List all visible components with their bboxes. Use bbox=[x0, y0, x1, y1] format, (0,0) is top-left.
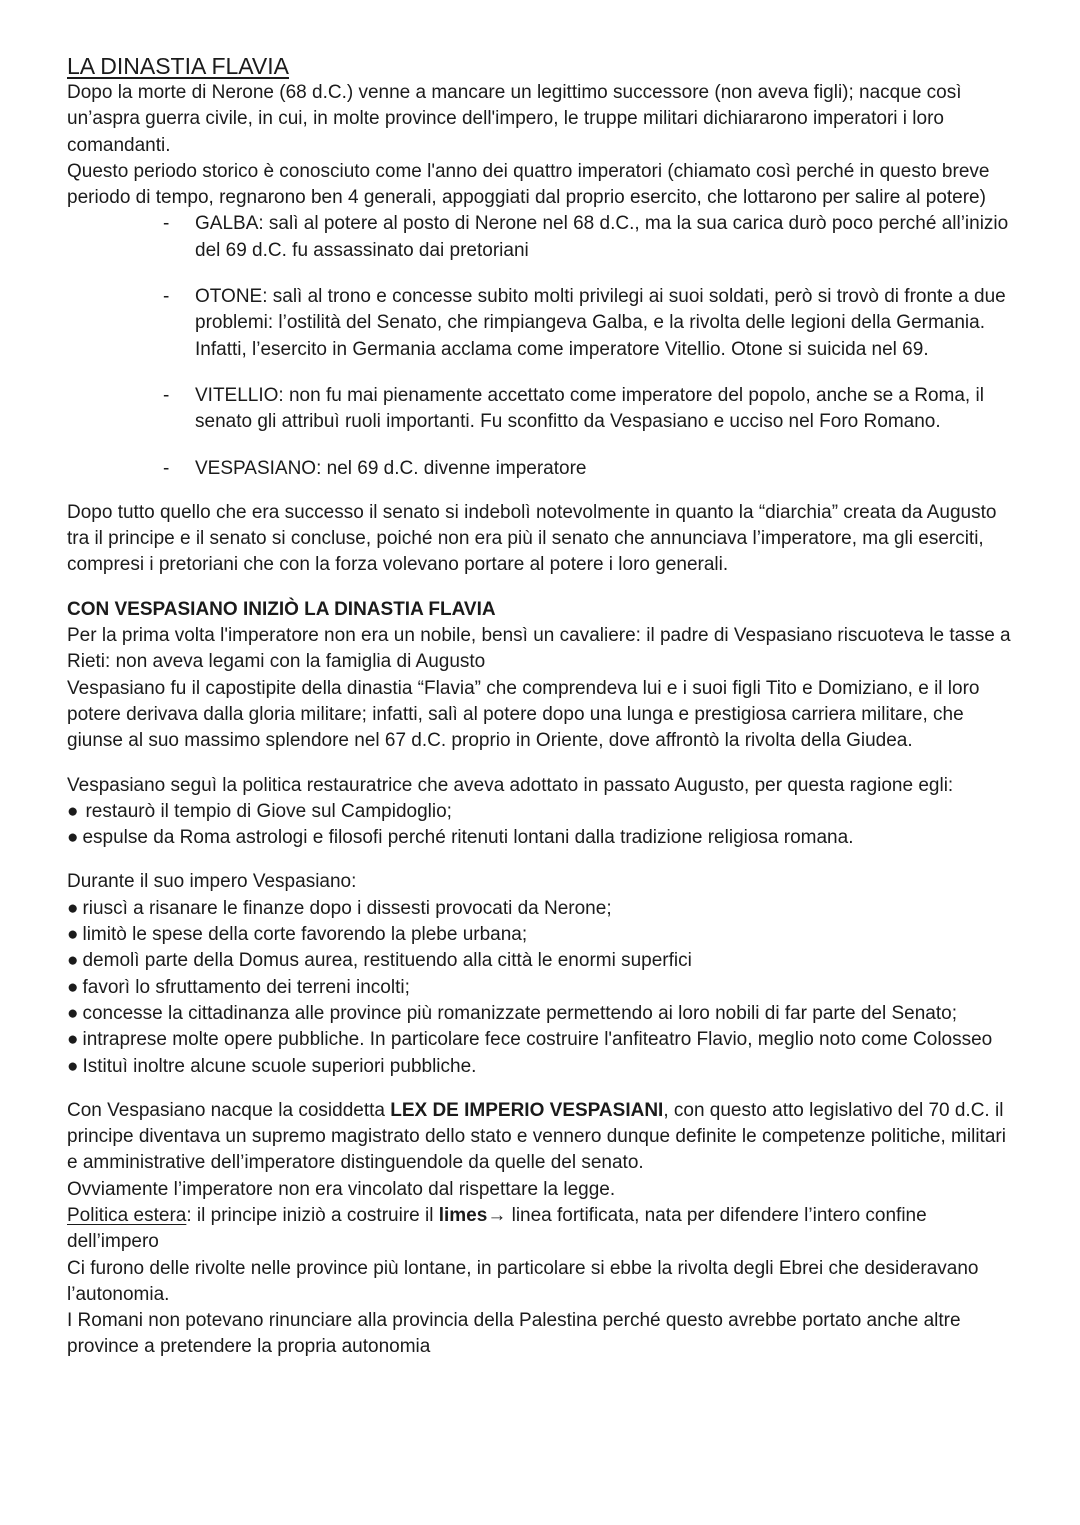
bullet-icon: ● bbox=[67, 800, 79, 822]
limes-term: limes bbox=[438, 1204, 488, 1226]
closing-paragraph: Ci furono delle rivolte nelle province più lontane, in particolare si ebbe la rivolta degli Ebrei che desideravano l’autonomia. bbox=[67, 1257, 979, 1305]
dash-marker: - bbox=[163, 286, 170, 308]
bullet-icon: ● bbox=[67, 924, 79, 946]
list-item-text: intraprese molte opere pubbliche. In particolare fece costruire l'anfiteatro Flavio, meglio noto come Colosseo bbox=[82, 1029, 993, 1051]
bullet-icon: ● bbox=[67, 897, 79, 919]
list-item-text: GALBA: salì al potere al posto di Nerone nel 68 d.C., ma la sua carica durò poco perché all’inizio del 69 d.C. fu assassinato dai pretoriani bbox=[195, 213, 1009, 261]
lex-paragraph bbox=[67, 1098, 1017, 1177]
list-item bbox=[67, 922, 1017, 948]
after-emperors-paragraph: Dopo tutto quello che era successo il senato si indebolì notevolmente in quanto la “diarchia” creata da Augusto tra il principe e il senato si concluse, poiché non era più il senato che annunciava l’imperatore, ma gli eserciti, compresi i pretoriani che con la forza volevano portare al potere i loro generali. bbox=[67, 501, 997, 576]
spacer bbox=[67, 579, 1017, 597]
section-paragraph: Per la prima volta l'imperatore non era un nobile, bensì un cavaliere: il padre di Vespasiano riscuoteva le tasse a Rieti: non aveva legami con la famiglia di Augusto bbox=[67, 625, 1011, 673]
intro-paragraph: Questo periodo storico è conosciuto come l'anno dei quattro imperatori (chiamato così perché in questo breve periodo di tempo, regnarono ben 4 generali, appoggiati dal proprio esercito, che lottarono per salire al potere) bbox=[67, 160, 990, 209]
list-item bbox=[67, 975, 1017, 1001]
list-item-text: VITELLIO: non fu mai pienamente accettato come imperatore del popolo, anche se a Roma, il senato gli attribuì ruoli importanti. Fu sconfitto da Vespasiano e ucciso nel Foro Romano. bbox=[195, 384, 984, 433]
list-item-text: concesse la cittadinanza alle province più romanizzate permettendo ai loro nobili di far parte del Senato; bbox=[82, 1002, 957, 1024]
spacer bbox=[67, 1080, 1017, 1098]
list-item-vitellio bbox=[67, 383, 1017, 436]
list-item-text: OTONE: salì al trono e concesse subito molti privilegi ai suoi soldati, però si trovò di fronte a due problemi: l’ostilità del Senato, che rimpiangeva Galba, e la rivolta delle legioni della Germania. Infatti, l’esercito in Germania acclama come imperatore Vitellio. Otone si suicida nel 69. bbox=[195, 286, 1006, 360]
list-item-otone bbox=[67, 284, 1017, 363]
lex-text-before: Con Vespasiano nacque la cosiddetta bbox=[67, 1099, 391, 1121]
list-item bbox=[67, 1027, 1017, 1053]
bullet-icon: ● bbox=[67, 1029, 79, 1051]
list-item bbox=[67, 948, 1017, 974]
list-item bbox=[67, 1001, 1017, 1027]
bullet-icon: ● bbox=[67, 827, 79, 849]
list-item-text: riuscì a risanare le finanze dopo i dissesti provocati da Nerone; bbox=[82, 897, 612, 919]
foreign-policy-text: linea fortificata, nata per difendere l’intero confine dell’impero bbox=[67, 1204, 927, 1253]
foreign-policy-text: : il principe iniziò a costruire il bbox=[186, 1204, 439, 1226]
list-item-text: VESPASIANO: nel 69 d.C. divenne imperatore bbox=[195, 457, 587, 479]
intro-paragraph: Dopo la morte di Nerone (68 d.C.) venne a mancare un legittimo successore (non aveva figli); nacque così un’aspra guerra civile, in cui, in molte province dell'impero, le truppe militari dichiararono imperatori i loro comandanti. bbox=[67, 82, 962, 156]
bullet-icon: ● bbox=[67, 1002, 79, 1024]
spacer bbox=[67, 851, 1017, 869]
dash-marker: - bbox=[163, 213, 170, 235]
bullet-icon: ● bbox=[67, 1055, 79, 1077]
list-item-text: espulse da Roma astrologi e filosofi perché ritenuti lontani dalla tradizione religiosa romana. bbox=[82, 827, 854, 849]
list-item-text: favorì lo sfruttamento dei terreni incolti; bbox=[82, 976, 410, 998]
dash-marker: - bbox=[163, 457, 170, 479]
closing-paragraph: I Romani non potevano rinunciare alla provincia della Palestina perché questo avrebbe portato anche altre province a pretendere la propria autonomia bbox=[67, 1310, 961, 1358]
policy-intro: Vespasiano seguì la politica restauratrice che aveva adottato in passato Augusto, per questa ragione egli: bbox=[67, 774, 954, 796]
spacer bbox=[67, 755, 1017, 773]
list-item-vespasiano bbox=[67, 456, 1017, 482]
list-item bbox=[67, 825, 1017, 851]
list-item-text: limitò le spese della corte favorendo la plebe urbana; bbox=[82, 924, 528, 946]
document-body bbox=[67, 52, 1017, 1361]
list-item-text: Istituì inoltre alcune scuole superiori pubbliche. bbox=[82, 1055, 477, 1077]
lex-note: Ovviamente l’imperatore non era vincolato dal rispettare la legge. bbox=[67, 1178, 616, 1200]
reign-intro: Durante il suo impero Vespasiano: bbox=[67, 871, 357, 893]
section-heading: CON VESPASIANO INIZIÒ LA DINASTIA FLAVIA bbox=[67, 598, 496, 620]
list-item bbox=[67, 896, 1017, 922]
list-item bbox=[67, 1054, 1017, 1080]
list-item bbox=[67, 799, 1017, 825]
spacer bbox=[67, 482, 1017, 500]
arrow-icon: → bbox=[487, 1204, 507, 1226]
list-item-text: restaurò il tempio di Giove sul Campidoglio; bbox=[85, 800, 452, 822]
dash-marker: - bbox=[163, 384, 170, 406]
list-item-galba bbox=[67, 211, 1017, 264]
bullet-icon: ● bbox=[67, 950, 79, 972]
foreign-policy-label: Politica estera bbox=[67, 1204, 187, 1226]
lex-title: LEX DE IMPERIO VESPASIANI bbox=[390, 1099, 664, 1121]
list-item-text: demolì parte della Domus aurea, restituendo alla città le enormi superfici bbox=[82, 950, 692, 972]
page-title: LA DINASTIA FLAVIA bbox=[67, 53, 289, 79]
section-paragraph: Vespasiano fu il capostipite della dinastia “Flavia” che comprendeva lui e i suoi figli Tito e Domiziano, e il loro potere derivava dalla gloria militare; infatti, salì al potere dopo una lunga e prestigiosa carriera militare, che giunse al suo massimo splendore nel 67 d.C. proprio in Oriente, dove affrontò la rivolta della Giudea. bbox=[67, 677, 980, 752]
emperors-list bbox=[67, 211, 1017, 481]
bullet-icon: ● bbox=[67, 976, 79, 998]
foreign-policy-paragraph bbox=[67, 1203, 1017, 1256]
lex-text-after: , con questo atto legislativo del 70 d.C. il principe diventava un supremo magistrato dello stato e vennero dunque definite le competenze politiche, militari e amministrative dell’imperatore distinguendole da quelle del senato. bbox=[67, 1099, 1006, 1174]
